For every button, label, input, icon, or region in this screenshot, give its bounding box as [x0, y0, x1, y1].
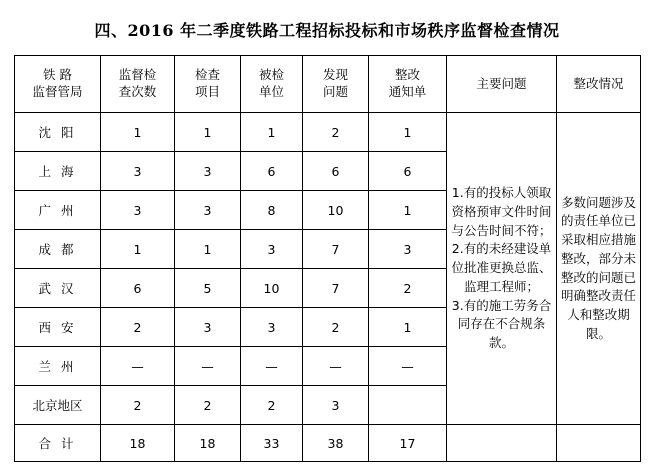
- header-line-1: 检查: [194, 67, 220, 83]
- cell-issues: 2: [303, 113, 369, 152]
- header-line-2: 查次数: [118, 84, 157, 99]
- cell-total-inspections: 18: [101, 425, 175, 462]
- header-line-2: 单位: [258, 84, 284, 99]
- page-title: 四、2016 年二季度铁路工程招标投标和市场秩序监督检查情况: [94, 21, 560, 40]
- cell-projects: 3: [175, 152, 241, 191]
- cell-projects: 2: [175, 386, 241, 425]
- cell-main-issues: [447, 113, 557, 425]
- cell-total-label: 合 计: [15, 425, 101, 462]
- cell-bureau: 成 都: [15, 230, 101, 269]
- cell-units: 1: [241, 113, 303, 152]
- cell-issues: 6: [303, 152, 369, 191]
- table-container: [0, 55, 654, 462]
- column-header-projects: [175, 56, 241, 113]
- header-line-1: 整改情况: [573, 75, 624, 91]
- cell-inspections: 2: [101, 308, 175, 347]
- cell-projects: 5: [175, 269, 241, 308]
- cell-notices: [369, 386, 447, 425]
- cell-projects: 3: [175, 308, 241, 347]
- cell-bureau: 广 州: [15, 191, 101, 230]
- cell-notices: 2: [369, 269, 447, 308]
- cell-total-projects: 18: [175, 425, 241, 462]
- table-header: [15, 56, 641, 113]
- cell-notices: 1: [369, 308, 447, 347]
- cell-inspections: 2: [101, 386, 175, 425]
- cell-bureau: 北京地区: [15, 386, 101, 425]
- cell-bureau: 西 安: [15, 308, 101, 347]
- header-line-1: 发现: [322, 67, 348, 83]
- cell-bureau: 上 海: [15, 152, 101, 191]
- cell-projects: 1: [175, 113, 241, 152]
- cell-inspections: —: [101, 347, 175, 386]
- cell-projects: 3: [175, 191, 241, 230]
- cell-total-notices: 17: [369, 425, 447, 462]
- header-line-2: 监督管局: [32, 84, 83, 99]
- header-line-2: 问题: [322, 84, 348, 99]
- table-row: [15, 113, 641, 152]
- cell-issues: 3: [303, 386, 369, 425]
- header-line-1: 铁 路: [43, 67, 72, 83]
- cell-notices: 1: [369, 191, 447, 230]
- table-body: [15, 113, 641, 462]
- table-total-row: [15, 425, 641, 462]
- cell-total-units: 33: [241, 425, 303, 462]
- cell-inspections: 3: [101, 152, 175, 191]
- cell-bureau: 沈 阳: [15, 113, 101, 152]
- cell-inspections: 1: [101, 113, 175, 152]
- header-line-1: 被检: [258, 67, 284, 83]
- cell-units: 3: [241, 230, 303, 269]
- header-line-1: 整改: [394, 67, 420, 83]
- cell-projects: —: [175, 347, 241, 386]
- cell-issues: 7: [303, 230, 369, 269]
- column-header-rectification: [557, 56, 641, 113]
- cell-inspections: 6: [101, 269, 175, 308]
- cell-inspections: 1: [101, 230, 175, 269]
- cell-notices: 3: [369, 230, 447, 269]
- cell-issues: 2: [303, 308, 369, 347]
- main-issue-3: 3.有的施工劳务合同存在不合规条款。: [451, 297, 552, 351]
- cell-units: —: [241, 347, 303, 386]
- cell-bureau: 武 汉: [15, 269, 101, 308]
- cell-projects: 1: [175, 230, 241, 269]
- main-issue-2: 2.有的未经建设单位批准更换总监、监理工程师；: [451, 241, 552, 294]
- column-header-main-issues: [447, 56, 557, 113]
- cell-total-rectification: [557, 425, 641, 462]
- cell-inspections: 3: [101, 191, 175, 230]
- header-line-2: 项目: [194, 84, 220, 99]
- cell-notices: —: [369, 347, 447, 386]
- header-line-1: 监督检: [118, 67, 157, 83]
- main-issue-1: 1.有的投标人领取资格预审文件时间与公告时间不符；: [451, 185, 552, 238]
- column-header-notices: [369, 56, 447, 113]
- cell-notices: 6: [369, 152, 447, 191]
- cell-issues: 10: [303, 191, 369, 230]
- cell-units: 2: [241, 386, 303, 425]
- header-line-1: 主要问题: [476, 75, 527, 91]
- cell-units: 10: [241, 269, 303, 308]
- cell-total-main-issues: [447, 425, 557, 462]
- cell-notices: 1: [369, 113, 447, 152]
- column-header-issues: [303, 56, 369, 113]
- inspection-table: [14, 55, 641, 462]
- column-header-units: [241, 56, 303, 113]
- header-row: [15, 56, 641, 113]
- column-header-inspections: [101, 56, 175, 113]
- cell-units: 6: [241, 152, 303, 191]
- cell-units: 8: [241, 191, 303, 230]
- column-header-bureau: [15, 56, 101, 113]
- cell-units: 3: [241, 308, 303, 347]
- cell-total-issues: 38: [303, 425, 369, 462]
- cell-rectification: 多数问题涉及的责任单位已采取相应措施整改，部分未整改的问题已明确整改责任人和整改期限。: [557, 113, 641, 425]
- cell-bureau: 兰 州: [15, 347, 101, 386]
- header-line-2: 通知单: [388, 84, 427, 99]
- cell-issues: 7: [303, 269, 369, 308]
- cell-issues: —: [303, 347, 369, 386]
